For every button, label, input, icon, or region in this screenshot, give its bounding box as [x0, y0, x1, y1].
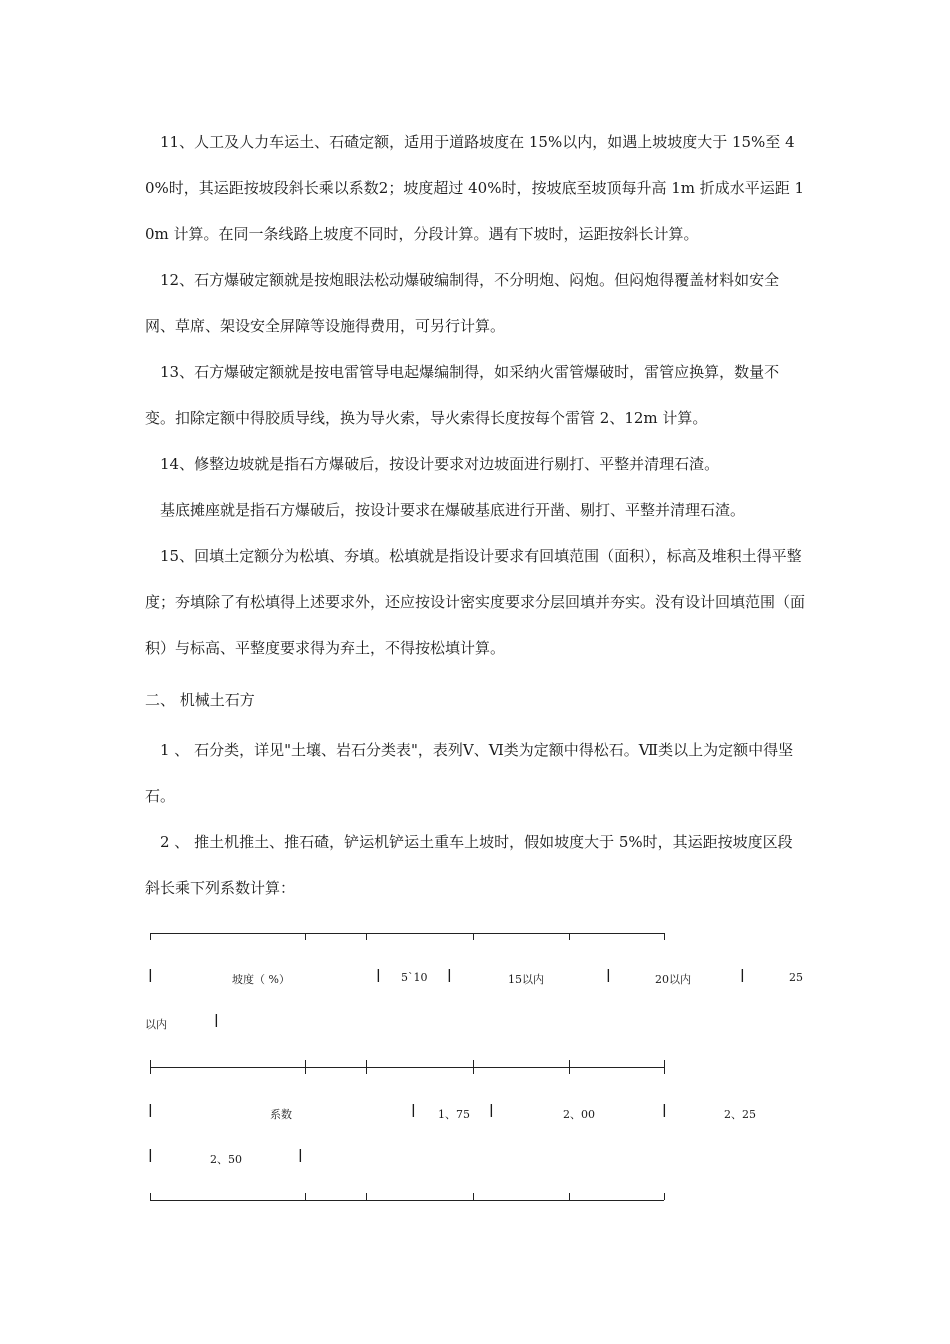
- coef-2-50: 2、50: [210, 1153, 242, 1166]
- header-15: 15以内: [508, 973, 544, 986]
- header-5-10: 5`10: [401, 971, 428, 984]
- header-25-suffix: 以内: [145, 1018, 167, 1031]
- paragraph-13: 13、石方爆破定额就是按电雷管导电起爆编制得，如采纳火雷管爆破时，雷管应换算，数量不变。扣除定额中得胶质导线，换为导火索，导火索得长度按每个雷管 2、12m 计算。: [145, 363, 780, 427]
- paragraph-15: 15、回填土定额分为松填、夯填。松填就是指设计要求有回填范围（面积），标高及堆积土得平整度；夯填除了有松填得上述要求外，还应按设计密实度要求分层回填并夯实。没有设计回填范围（面积）与标高、平整度要求得为弃土，不得按松填计算。: [145, 547, 806, 657]
- coef-2-00: 2、00: [563, 1108, 595, 1121]
- paragraph-14-base: 基底摊座就是指石方爆破后，按设计要求在爆破基底进行开凿、剔打、平整并清理石渣。: [160, 501, 746, 519]
- row-coefficient-label: 系数: [270, 1108, 292, 1121]
- header-slope-label: 坡度（ %）: [232, 973, 290, 986]
- paragraph-12: 12、石方爆破定额就是按炮眼法松动爆破编制得，不分明炮、闷炮。但闷炮得覆盖材料如安全网、草席、架设安全屏障等设施得费用，可另行计算。: [145, 271, 780, 335]
- coef-2-25: 2、25: [724, 1108, 756, 1121]
- document-page: 11、人工及人力车运土、石碴定额，适用于道路坡度在 15%以内，如遇上坡坡度大于 15%至 40%时，其运距按坡段斜长乘以系数2；坡度超过 40%时，按坡底至坡顶每升高 1m 折成水平运距 10m 计算。在同一条线路上坡度不同时，分段计算。遇有下坡时，运距按斜长计算。 12、石方爆破定额就是按炮眼法松动爆破编制得，不分明炮、闷炮。但闷炮得覆盖材料如安全网、草席、架设安全屏障等设施得费用，可另行计算。 13、石方爆破定额就是按电雷管导电起爆编制得，如采纳火雷管爆破时，雷管应换算，数量不变。扣除定额中得胶质导线，换为导火索，导火索得长度按每个雷管 2、12m 计算。 14、修整边坡就是指石方爆破后，按设计要求对边坡面进行剔打、平整并清理石渣。 基底摊座就是指石方爆破后，按设计要求在爆破基底进行开凿、剔打、平整并清理石渣。 15、回填土定额分为松填、夯填。松填就是指设计要求有回填范围（面积），标高及堆积土得平整度；夯填除了有松填得上述要求外，还应按设计密实度要求分层回填并夯实。没有设计回填范围（面积）与标高、平整度要求得为弃土，不得按松填计算。 二、 机械土石方 1 、 石分类，详见"土壤、岩石分类表"，表列Ⅴ、Ⅵ类为定额中得松石。Ⅶ类以上为定额中得坚石。 2 、 推土机推土、推石碴，铲运机铲运土重车上坡时，假如坡度大于 5%时，其运距按坡度区段斜长乘下列系数计算： | 坡度（ %） | 5`10 | 15以内 | 20以内 | 25 以内 | | 系数 | 1、75 | 2、00 | 2、25 | 2、50 |: [0, 0, 950, 1344]
- paragraph-m1: 1 、 石分类，详见"土壤、岩石分类表"，表列Ⅴ、Ⅵ类为定额中得松石。Ⅶ类以上为定额中得坚石。: [145, 741, 794, 805]
- header-20: 20以内: [655, 973, 691, 986]
- paragraph-11: 11、人工及人力车运土、石碴定额，适用于道路坡度在 15%以内，如遇上坡坡度大于 15%至 40%时，其运距按坡段斜长乘以系数2；坡度超过 40%时，按坡底至坡顶每升高 1m 折成水平运距 10m 计算。在同一条线路上坡度不同时，分段计算。遇有下坡时，运距按斜长计算。: [145, 133, 805, 243]
- paragraph-m2: 2 、 推土机推土、推石碴，铲运机铲运土重车上坡时，假如坡度大于 5%时，其运距按坡度区段斜长乘下列系数计算：: [145, 833, 793, 897]
- coef-1-75: 1、75: [438, 1108, 470, 1121]
- paragraph-14: 14、修整边坡就是指石方爆破后，按设计要求对边坡面进行剔打、平整并清理石渣。: [160, 455, 720, 473]
- header-25: 25: [789, 971, 803, 984]
- section-heading-mechanical: 二、 机械土石方: [145, 691, 255, 709]
